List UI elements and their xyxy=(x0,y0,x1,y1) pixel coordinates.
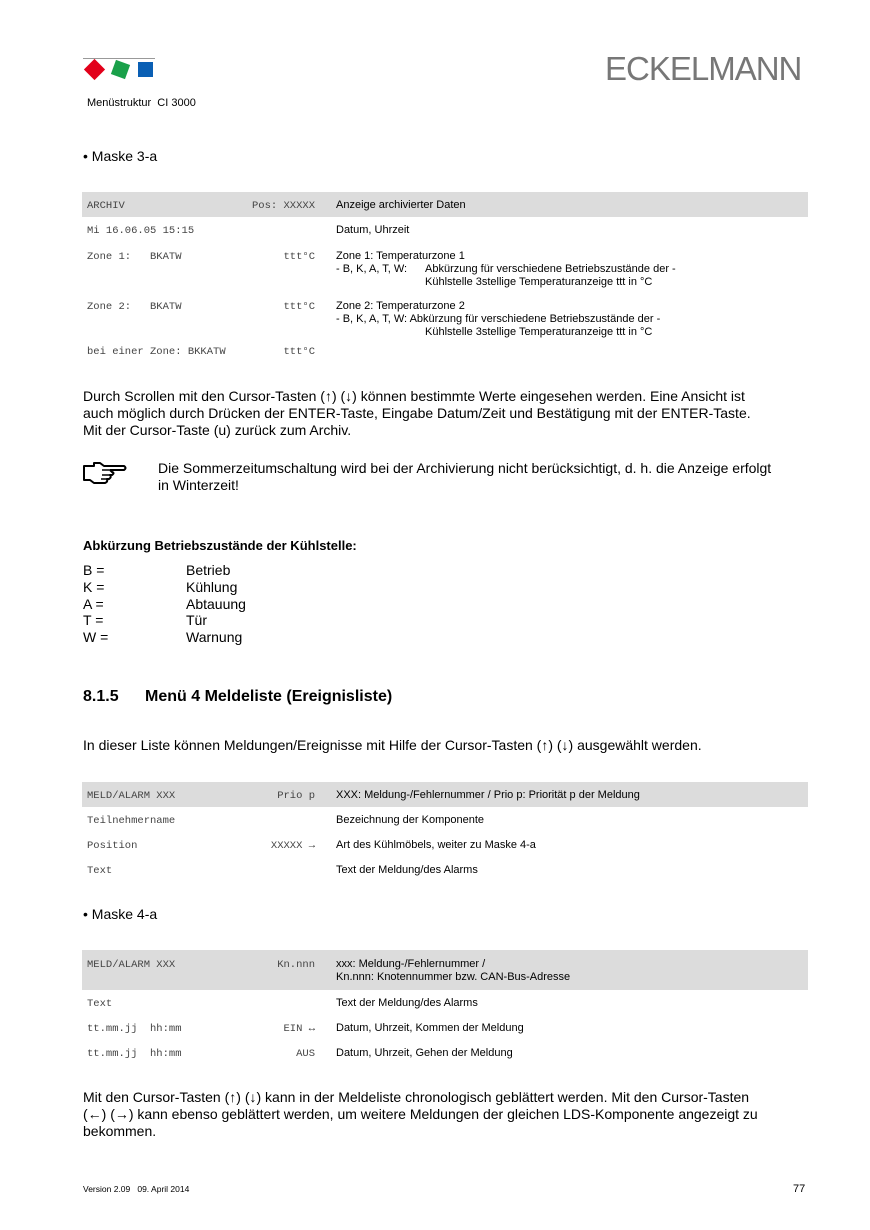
cell-desc: Zone 1: Temperaturzone 1 xyxy=(336,250,465,262)
table-row xyxy=(82,950,808,990)
table-row xyxy=(82,782,808,807)
abbr-key: T = xyxy=(83,612,104,628)
cell-desc: XXX: Meldung-/Fehlernummer / Prio p: Priorität p der Meldung xyxy=(336,789,640,801)
cell-desc: Datum, Uhrzeit, Gehen der Meldung xyxy=(336,1047,513,1059)
logo xyxy=(83,58,155,82)
text-line: Die Sommerzeitumschaltung wird bei der Archivierung nicht berücksichtigt, d. h. die Anzeige erfolgt xyxy=(158,460,772,476)
footer-version: Version 2.09 09. April 2014 xyxy=(83,1184,190,1194)
logo-red-square xyxy=(84,59,105,80)
logo-green-square xyxy=(111,60,130,79)
cell-lcd: MELD/ALARM XXX xyxy=(87,790,176,802)
bullet-mask-3a: • Maske 3-a xyxy=(83,148,158,164)
paragraph-scroll xyxy=(83,388,751,439)
abbr-value: Betrieb xyxy=(186,562,231,578)
cell-lcd: tt.mm.jj hh:mm xyxy=(87,1048,182,1060)
bullet-label: Maske 4-a xyxy=(91,906,158,922)
text-line: Mit der Cursor-Taste (u) zurück zum Archiv. xyxy=(83,422,352,438)
cell-lcd-right: Pos: XXXXX xyxy=(251,200,315,212)
bullet-mask-4a: • Maske 4-a xyxy=(83,906,158,922)
table-row xyxy=(82,294,808,340)
text-line: (←) (→) kann ebenso geblättert werden, um weitere Meldungen der gleichen LDS-Komponente angezeigt zu xyxy=(83,1106,758,1122)
cell-lcd-right: Kn.nnn xyxy=(277,959,315,971)
abbr-value: Tür xyxy=(186,612,207,628)
section-intro: In dieser Liste können Meldungen/Ereignisse mit Hilfe der Cursor-Tasten (↑) (↓) ausgewählt werden. xyxy=(83,737,702,753)
abbr-key: W = xyxy=(83,629,109,645)
cell-lcd: tt.mm.jj hh:mm xyxy=(87,1023,182,1035)
cell-lcd: MELD/ALARM XXX xyxy=(87,959,176,971)
cell-desc: Anzeige archivierter Daten xyxy=(336,199,466,211)
cell-desc: Text der Meldung/des Alarms xyxy=(336,997,478,1009)
cell-lcd-right: AUS xyxy=(296,1048,315,1060)
cell-desc: Kn.nnn: Knotennummer bzw. CAN-Bus-Adresse xyxy=(336,971,571,983)
table-row xyxy=(82,340,808,362)
logo-blue-square xyxy=(138,62,153,77)
abbr-value: Warnung xyxy=(186,629,243,645)
cell-lcd: Text xyxy=(87,865,113,877)
page-number: 77 xyxy=(793,1183,806,1195)
table-row xyxy=(82,1017,808,1039)
section-title: Menü 4 Meldeliste (Ereignisliste) xyxy=(145,688,393,705)
cell-lcd: bei einer Zone: BKKATW xyxy=(87,346,226,358)
cell-lcd-right: XXXXX → xyxy=(270,840,315,852)
text-line: Durch Scrollen mit den Cursor-Tasten (↑) (↓) können bestimmte Werte eingesehen werden. Eine Ansicht ist xyxy=(83,388,745,404)
paragraph-browse xyxy=(83,1089,758,1140)
table-row xyxy=(82,834,808,856)
abbr-value: Abtauung xyxy=(186,596,246,612)
bullet-label: Maske 3-a xyxy=(91,148,158,164)
table-row xyxy=(82,859,808,881)
text-line: bekommen. xyxy=(83,1123,157,1139)
cell-lcd: Zone 1: BKATW xyxy=(87,251,182,263)
cell-lcd-right: ttt°C xyxy=(283,251,315,263)
brand-wordmark: ECKELMANN xyxy=(605,50,802,87)
cell-lcd: Mi 16.06.05 15:15 xyxy=(87,225,195,237)
note-text xyxy=(158,460,771,494)
cell-desc: - B, K, A, T, W: Abkürzung für verschiedene Betriebszustände der - xyxy=(336,313,661,325)
section-heading xyxy=(83,688,393,706)
cell-lcd: Teilnehmername xyxy=(87,815,176,827)
table-row xyxy=(82,809,808,831)
table-row xyxy=(82,244,808,292)
cell-lcd-right: ttt°C xyxy=(283,346,315,358)
text-line: in Winterzeit! xyxy=(158,477,239,493)
document-subtitle: Menüstruktur CI 3000 xyxy=(87,97,196,109)
cell-lcd-right: EIN ↔ xyxy=(283,1023,315,1035)
cell-lcd: Position xyxy=(87,840,138,852)
cell-desc: Zone 2: Temperaturzone 2 xyxy=(336,300,465,312)
abbr-value: Kühlung xyxy=(186,579,238,595)
table-row xyxy=(82,219,808,241)
cell-desc: Kühlstelle 3stellige Temperaturanzeige ttt in °C xyxy=(425,326,653,338)
cell-lcd: ARCHIV xyxy=(87,200,125,212)
cell-lcd: Text xyxy=(87,998,113,1010)
table-row xyxy=(82,192,808,217)
cell-desc: Art des Kühlmöbels, weiter zu Maske 4-a xyxy=(336,839,536,851)
cell-desc: Datum, Uhrzeit, Kommen der Meldung xyxy=(336,1022,524,1034)
cell-lcd: Zone 2: BKATW xyxy=(87,301,182,313)
cell-desc: Bezeichnung der Komponente xyxy=(336,814,484,826)
cell-desc-label: - B, K, A, T, W: xyxy=(336,263,408,275)
section-number: 8.1.5 xyxy=(83,688,119,705)
cell-desc: Kühlstelle 3stellige Temperaturanzeige ttt in °C xyxy=(425,276,653,288)
text-line: Mit den Cursor-Tasten (↑) (↓) kann in der Meldeliste chronologisch geblättert werden. Mit den Cursor-Tasten xyxy=(83,1089,750,1105)
pointing-hand-icon xyxy=(82,460,128,486)
abbr-key: K = xyxy=(83,579,105,595)
table-row xyxy=(82,992,808,1014)
abbr-key: A = xyxy=(83,596,104,612)
abbr-key: B = xyxy=(83,562,105,578)
abbr-heading: Abkürzung Betriebszustände der Kühlstelle: xyxy=(83,538,357,553)
table-row xyxy=(82,1042,808,1064)
cell-desc: xxx: Meldung-/Fehlernummer / xyxy=(336,958,486,970)
cell-desc: Text der Meldung/des Alarms xyxy=(336,864,478,876)
text-line: auch möglich durch Drücken der ENTER-Taste, Eingabe Datum/Zeit und Bestätigung mit der ENTER-Taste. xyxy=(83,405,751,421)
cell-lcd-right: ttt°C xyxy=(283,301,315,313)
cell-desc: Datum, Uhrzeit xyxy=(336,224,410,236)
cell-desc: Abkürzung für verschiedene Betriebszustände der - xyxy=(425,263,676,275)
cell-lcd-right: Prio p xyxy=(277,790,315,802)
